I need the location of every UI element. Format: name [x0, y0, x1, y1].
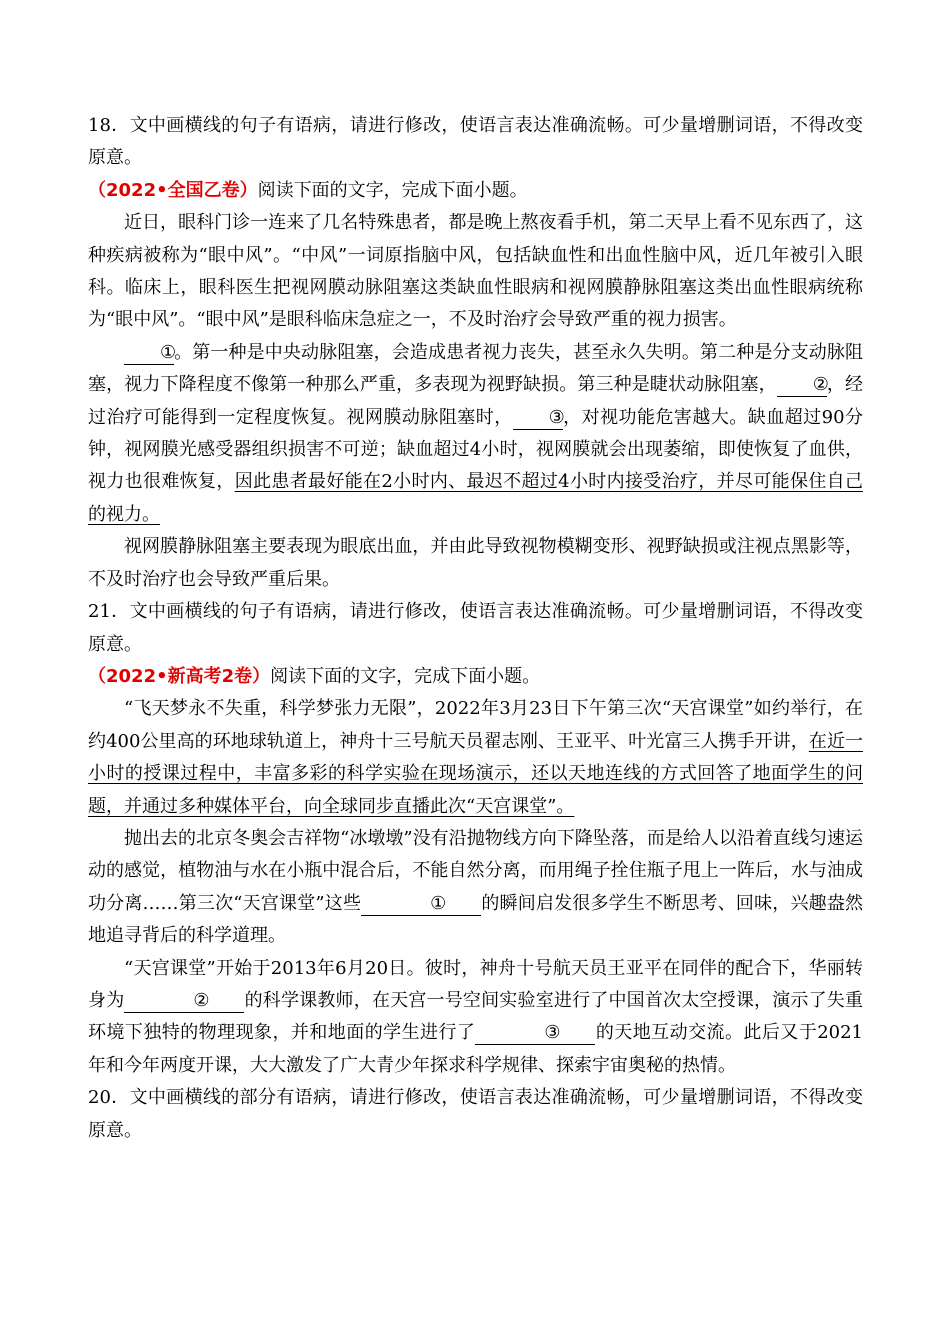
question-18: 18．文中画横线的句子有语病，请进行修改，使语言表达准确流畅。可少量增删词语，不得改变原意。	[88, 115, 863, 169]
underlined-sentence: 在近一小时的授课过程中，丰富多彩的科学实验在现场演示，还以天地连线的方式回答了地面学生的问题，并通过多种媒体平台，向全球同步直播此次“天宫课堂”。	[88, 730, 864, 817]
passage-2-p2-text-2: 的瞬间启发很多学生不断思考、回味，兴趣盎然地追寻背后的科学道理。	[88, 892, 864, 947]
passage-2-p3-text-3: 的天地互动交流。此后又于2021年和今年两度开课，大大激发了广大青少年探求科学规律、探索宇宙奥秘的热情。	[88, 1022, 864, 1076]
passage-2-p3-text-2: 的科学课教师，在天宫一号空间实验室进行了中国首次太空授课，演示了失重环境下独特的物理现象，并和地面的学生进行了	[88, 989, 863, 1044]
passage-2-paragraph-1	[88, 693, 863, 823]
passage-2-p1-text-1: “飞天梦永不失重，科学梦张力无限”，2022年3月23日下午第三次“天宫课堂”如约举行，在约400公里高的环地球轨道上，神舟十三号航天员翟志刚、王亚平、叶光富三人携手开讲，	[88, 698, 863, 752]
passage-1-p2-text-1: 。第一种是中央动脉阻塞，会造成患者视力丧失，甚至永久失明。第二种是分支动脉阻塞，视力下降程度不像第一种那么严重，多表现为视野缺损。第三种是睫状动脉阻塞，	[88, 341, 863, 396]
blank-1: ①	[361, 893, 481, 916]
blank-3: ③	[475, 1022, 595, 1045]
question-20: 20．文中画横线的部分有语病，请进行修改，使语言表达准确流畅，可少量增删词语，不得改变原意。	[88, 1087, 863, 1141]
passage-2-p2-text-1: 抛出去的北京冬奥会吉祥物“冰墩墩”没有沿抛物线方向下降坠落，而是给人以沿着直线匀速运动的感觉，植物油与水在小瓶中混合后，不能自然分离，而用绳子拴住瓶子甩上一阵后，水与油成功分离……第三次“天宫课堂”这些	[88, 827, 863, 914]
passage-1-source: （2022•全国乙卷）	[88, 179, 258, 201]
passage-2-header	[88, 661, 863, 693]
passage-2-paragraph-3	[88, 953, 863, 1083]
underlined-sentence: 因此患者最好能在2小时内、最迟不超过4小时内接受治疗，并尽可能保住自己的视力。	[88, 471, 863, 525]
passage-1-header	[88, 175, 863, 207]
passage-1-p2-text-2: ，经过治疗可能得到一定程度恢复。视网膜动脉阻塞时，	[88, 374, 863, 428]
passage-2-p3-text-1: “天宫课堂”开始于2013年6月20日。彼时，神舟十号航天员王亚平在同伴的配合下，华丽转身为	[88, 957, 863, 1011]
blank-2: ②	[777, 374, 827, 397]
passage-2-intro: 阅读下面的文字，完成下面小题。	[270, 665, 541, 687]
passage-1-paragraph-3: 视网膜静脉阻塞主要表现为眼底出血，并由此导致视物模糊变形、视野缺损或注视点黑影等，不及时治疗也会导致严重后果。	[88, 536, 863, 590]
passage-1-p2-text-3: ，对视功能危害越大。缺血超过90分钟，视网膜光感受器组织损害不可逆；缺血超过4小时，视网膜就会出现萎缩，即使恢复了血供，视力也很难恢复，	[88, 406, 863, 493]
passage-2-paragraph-2	[88, 823, 863, 953]
passage-2-source: （2022•新高考2卷）	[88, 665, 271, 687]
document-page	[88, 110, 863, 1147]
passage-1-intro: 阅读下面的文字，完成下面小题。	[257, 179, 528, 201]
blank-2: ②	[124, 990, 244, 1013]
question-21: 21．文中画横线的句子有语病，请进行修改，使语言表达准确流畅。可少量增删词语，不得改变原意。	[88, 601, 863, 655]
blank-1: ①	[124, 342, 174, 365]
passage-1-paragraph-1: 近日，眼科门诊一连来了几名特殊患者，都是晚上熬夜看手机，第二天早上看不见东西了，这种疾病被称为“眼中风”。“中风”一词原指脑中风，包括缺血性和出血性脑中风，近几年被引入眼科。临床上，眼科医生把视网膜动脉阻塞这类缺血性眼病和视网膜静脉阻塞这类出血性眼病统称为“眼中风”。“眼中风”是眼科临床急症之一，不及时治疗会导致严重的视力损害。	[88, 212, 863, 331]
passage-1-paragraph-2	[88, 337, 863, 531]
blank-3: ③	[513, 407, 563, 430]
